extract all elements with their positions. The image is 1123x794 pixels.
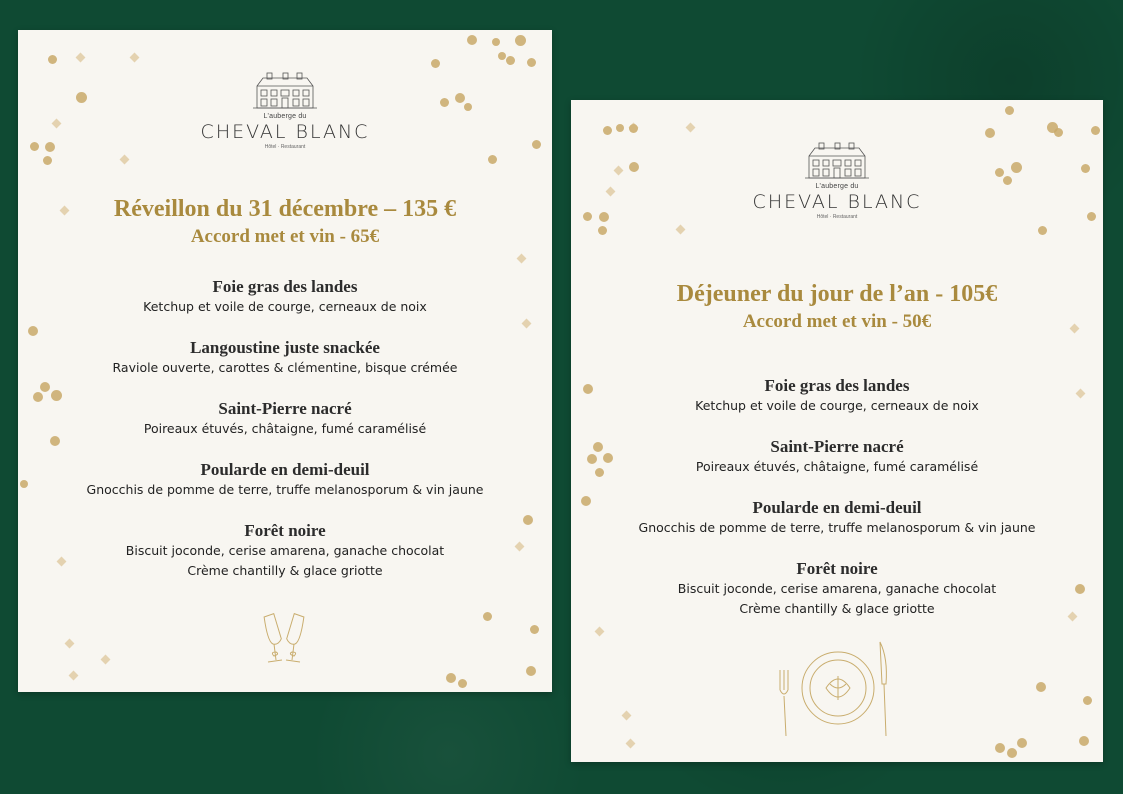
course-description: Crème chantilly & glace griotte (739, 601, 935, 616)
gold-confetti-dot (498, 52, 506, 60)
course-name: Saint-Pierre nacré (770, 437, 904, 456)
gold-confetti-dot (1007, 748, 1017, 758)
course-name: Poularde en demi-deuil (200, 460, 370, 479)
course-name: Foie gras des landes (764, 376, 910, 395)
sparkle-icon (65, 639, 75, 649)
sparkle-icon (101, 655, 111, 665)
gold-confetti-dot (446, 673, 456, 683)
course-name: Poularde en demi-deuil (752, 498, 922, 517)
gold-confetti-dot (515, 35, 526, 46)
course-description: Poireaux étuvés, châtaigne, fumé caramélisé (143, 421, 427, 436)
gold-confetti-dot (1083, 696, 1092, 705)
menu-price-subtitle: Accord met et vin - 50€ (742, 311, 932, 332)
course-description: Gnocchis de pomme de terre, truffe melanosporum & vin jaune (638, 520, 1036, 535)
course-list (571, 375, 1103, 639)
gold-confetti-dot (985, 128, 995, 138)
gold-confetti-dot (598, 226, 607, 235)
sparkle-icon (69, 671, 79, 681)
gold-confetti-dot (603, 126, 612, 135)
course-item (18, 337, 552, 378)
inn-building-icon (805, 142, 869, 180)
gold-confetti-dot (1054, 128, 1063, 137)
sparkle-icon (120, 155, 130, 165)
course-description: Biscuit joconde, cerise amarena, ganache chocolat (125, 543, 445, 558)
gold-confetti-dot (488, 155, 497, 164)
table-setting-icon (776, 640, 896, 745)
logo (571, 142, 1103, 220)
sparkle-icon (626, 739, 636, 749)
gold-confetti-dot (1091, 126, 1100, 135)
course-item (571, 436, 1103, 477)
course-item (571, 497, 1103, 538)
course-description: Biscuit joconde, cerise amarena, ganache chocolat (677, 581, 997, 596)
menu-card-reveillon (18, 30, 552, 692)
gold-confetti-dot (1005, 106, 1014, 115)
course-item (18, 398, 552, 439)
gold-confetti-dot (431, 59, 440, 68)
logo-subtitle: Hôtel · Restaurant (264, 144, 306, 150)
course-description: Gnocchis de pomme de terre, truffe melanosporum & vin jaune (86, 482, 484, 497)
gold-confetti-dot (43, 156, 52, 165)
logo-subtitle: Hôtel · Restaurant (816, 214, 858, 220)
sparkle-icon (686, 123, 696, 133)
course-name: Forêt noire (244, 521, 326, 540)
course-item (18, 520, 552, 581)
logo (18, 72, 552, 150)
gold-confetti-dot (526, 666, 536, 676)
gold-confetti-dot (1036, 682, 1046, 692)
gold-confetti-dot (995, 743, 1005, 753)
course-name: Langoustine juste snackée (190, 338, 380, 357)
gold-confetti-dot (616, 124, 624, 132)
gold-confetti-dot (458, 679, 467, 688)
course-item (18, 276, 552, 317)
gold-confetti-dot (1017, 738, 1027, 748)
logo-name: CHEVAL BLANC (752, 191, 922, 213)
gold-confetti-dot (506, 56, 515, 65)
menu-title: Déjeuner du jour de l’an - 105€ (676, 281, 998, 307)
course-list (18, 276, 552, 601)
course-description: Raviole ouverte, carottes & clémentine, bisque crémée (112, 360, 458, 375)
gold-confetti-dot (1038, 226, 1047, 235)
gold-confetti-dot (492, 38, 500, 46)
gold-confetti-dot (1079, 736, 1089, 746)
gold-confetti-dot (527, 58, 536, 67)
course-description: Poireaux étuvés, châtaigne, fumé caramélisé (695, 459, 979, 474)
menu-title: Réveillon du 31 décembre – 135 € (113, 196, 457, 222)
menu-card-jour-de-lan (571, 100, 1103, 762)
inn-building-icon (253, 72, 317, 110)
sparkle-icon (130, 53, 140, 63)
course-name: Foie gras des landes (212, 277, 358, 296)
course-description: Ketchup et voile de courge, cerneaux de noix (143, 299, 427, 314)
gold-confetti-dot (530, 625, 539, 634)
course-item (571, 375, 1103, 416)
sparkle-icon (76, 53, 86, 63)
logo-prefix: L'auberge du (815, 183, 859, 190)
course-name: Forêt noire (796, 559, 878, 578)
gold-confetti-dot (467, 35, 477, 45)
logo-name: CHEVAL BLANC (200, 121, 370, 143)
logo-prefix: L'auberge du (263, 113, 307, 120)
course-item (571, 558, 1103, 619)
gold-confetti-dot (483, 612, 492, 621)
gold-confetti-dot (48, 55, 57, 64)
course-description: Ketchup et voile de courge, cerneaux de noix (695, 398, 979, 413)
sparkle-icon (622, 711, 632, 721)
sparkle-icon (676, 225, 686, 235)
course-description: Crème chantilly & glace griotte (187, 563, 383, 578)
champagne-glasses-icon (254, 610, 314, 677)
sparkle-icon (517, 254, 527, 264)
course-item (18, 459, 552, 500)
menu-price-subtitle: Accord met et vin - 65€ (190, 226, 380, 247)
course-name: Saint-Pierre nacré (218, 399, 352, 418)
